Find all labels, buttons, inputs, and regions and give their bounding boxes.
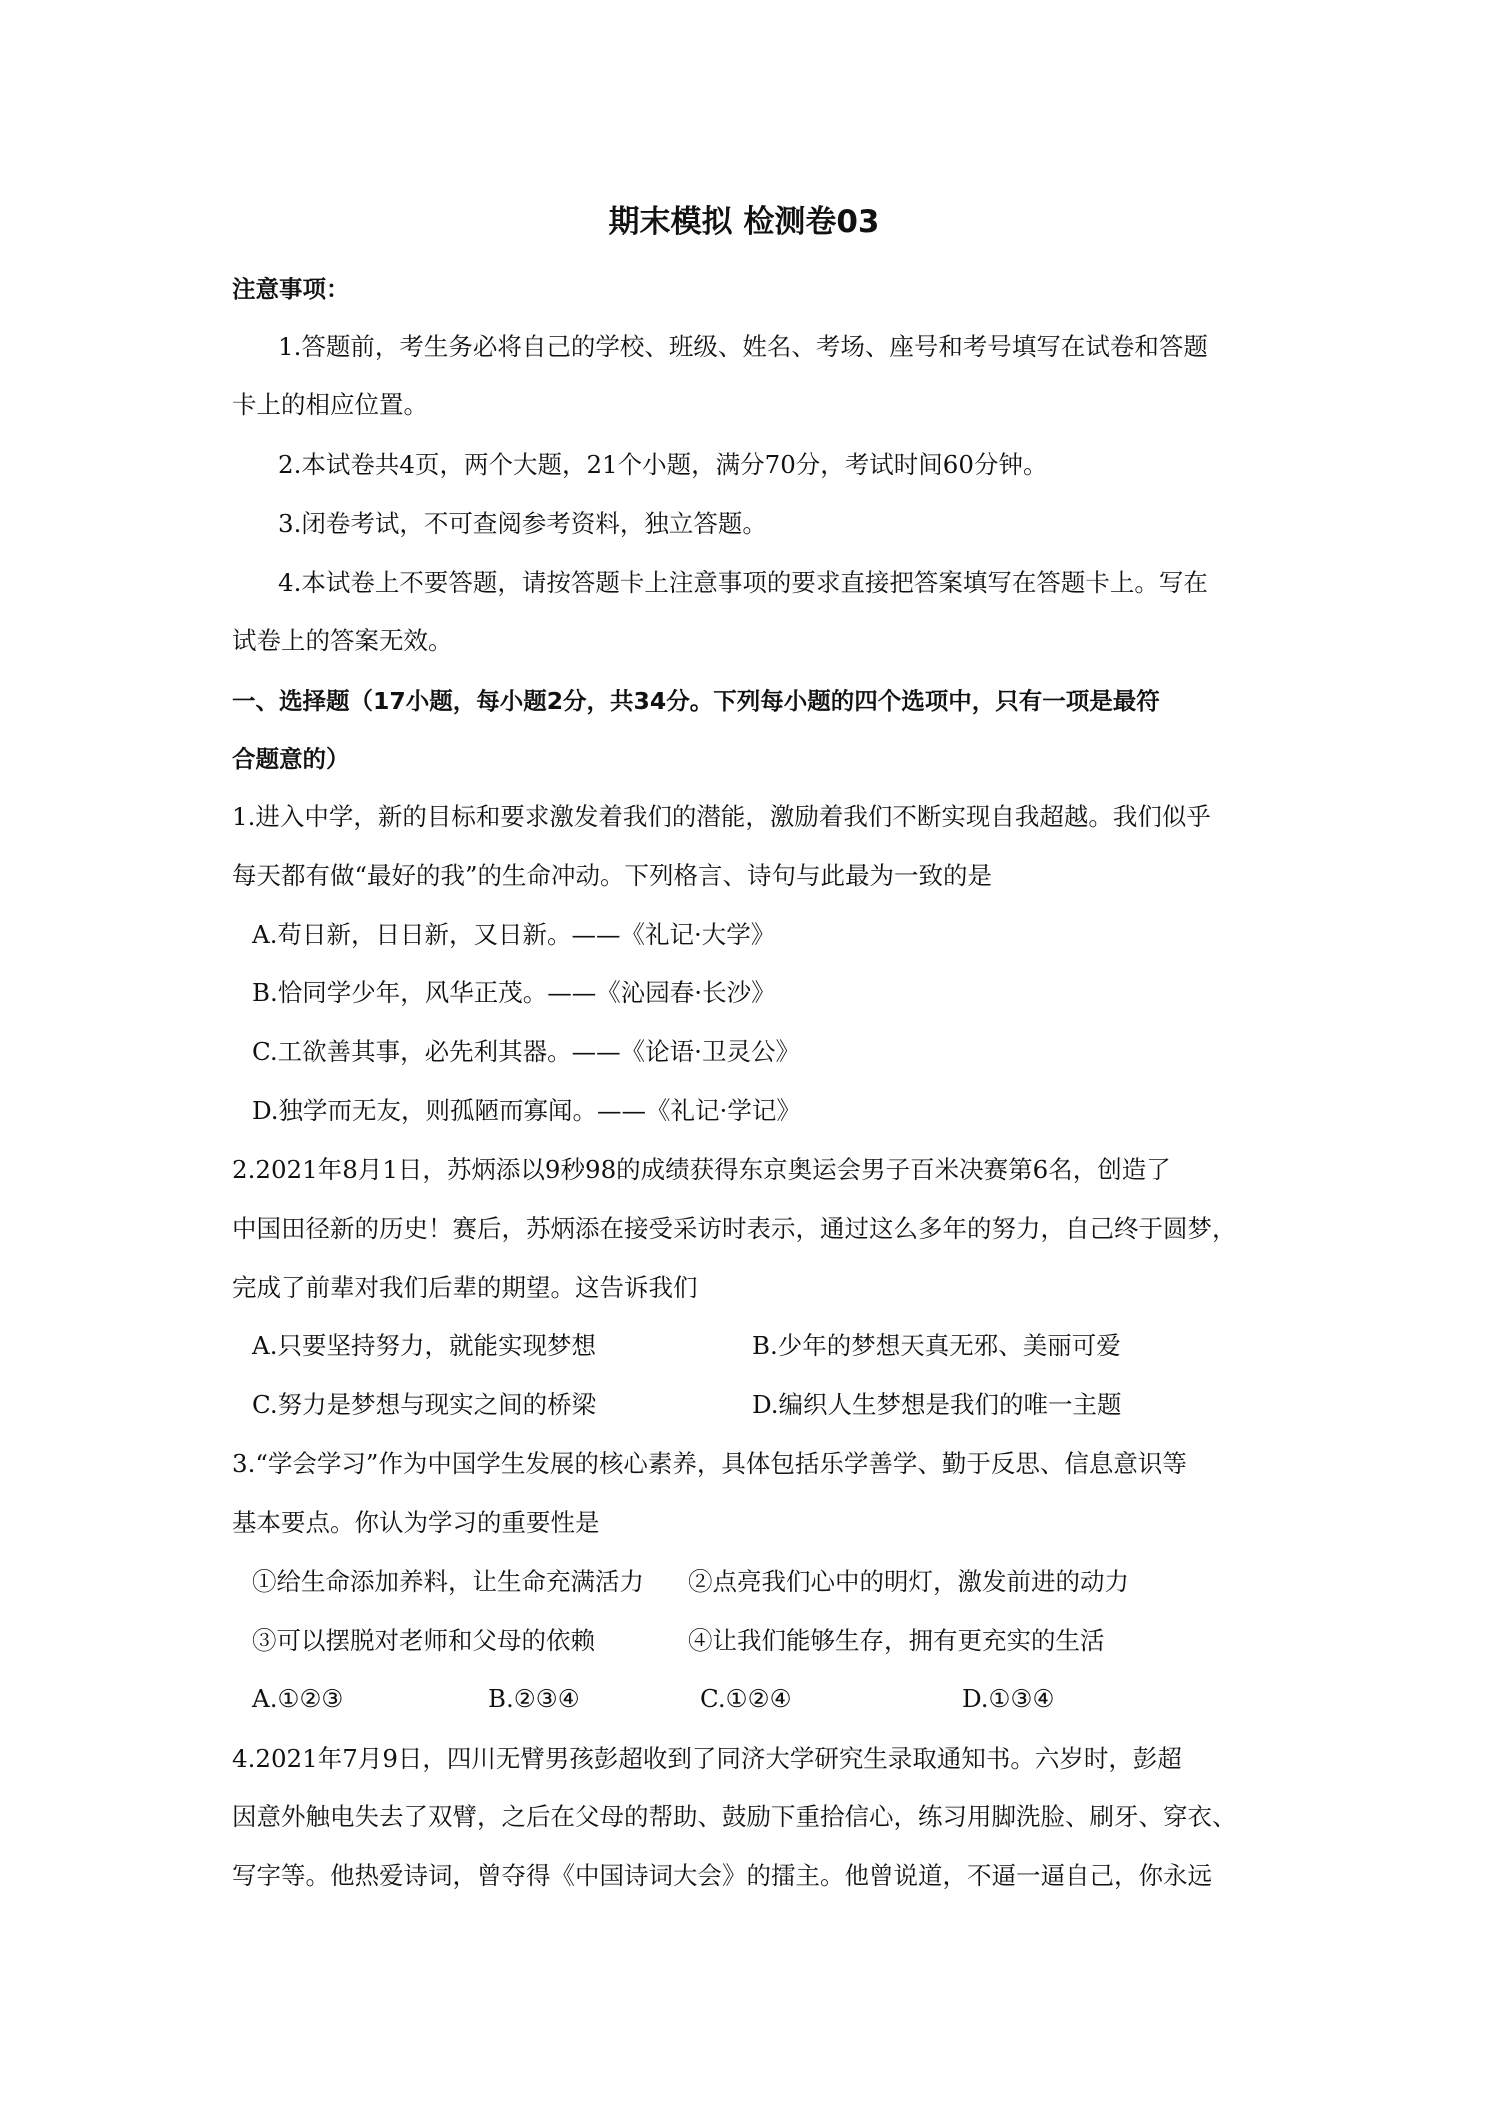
question-2-stem-line-1: 2.2021年8月1日，苏炳添以9秒98的成绩获得东京奥运会男子百米决赛第6名，创造了 [232,1155,1171,1184]
question-3-statement-2: ②点亮我们心中的明灯，激发前进的动力 [688,1567,1129,1596]
notice-item-3: 3.闭卷考试，不可查阅参考资料，独立答题。 [278,509,767,538]
notice-item-4-line-2: 试卷上的答案无效。 [232,626,453,655]
notice-item-2: 2.本试卷共4页，两个大题，21个小题，满分70分，考试时间60分钟。 [278,450,1048,479]
notice-item-1-line-1: 1.答题前，考生务必将自己的学校、班级、姓名、考场、座号和考号填写在试卷和答题 [278,332,1208,361]
question-2-option-b: B.少年的梦想天真无邪、美丽可爱 [752,1331,1121,1360]
question-3-option-b: B.②③④ [488,1684,580,1713]
question-4-stem-line-2: 因意外触电失去了双臂，之后在父母的帮助、鼓励下重拾信心，练习用脚洗脸、刷牙、穿衣、 [232,1802,1237,1831]
question-2-stem-line-2: 中国田径新的历史！赛后，苏炳添在接受采访时表示，通过这么多年的努力，自己终于圆梦， [232,1214,1237,1243]
notice-item-1-line-2: 卡上的相应位置。 [232,390,428,419]
question-2-option-c: C.努力是梦想与现实之间的桥梁 [252,1390,597,1419]
page-title: 期末模拟 检测卷03 [608,204,880,240]
notice-heading: 注意事项： [232,275,350,303]
question-1-option-d: D.独学而无友，则孤陋而寡闻。——《礼记·学记》 [252,1096,801,1125]
section-heading-line-2: 合题意的） [232,745,350,773]
question-4-stem-line-3: 写字等。他热爱诗词，曾夺得《中国诗词大会》的擂主。他曾说道，不逼一逼自己，你永远 [232,1861,1212,1890]
question-3-statement-1: ①给生命添加养料，让生命充满活力 [252,1567,644,1596]
question-3-option-a: A.①②③ [252,1684,344,1713]
question-3-option-c: C.①②④ [700,1684,792,1713]
question-1-option-b: B.恰同学少年，风华正茂。——《沁园春·长沙》 [252,978,776,1007]
question-3-statement-4: ④让我们能够生存，拥有更充实的生活 [688,1626,1105,1655]
question-3-stem-line-1: 3.“学会学习”作为中国学生发展的核心素养，具体包括乐学善学、勤于反思、信息意识等 [232,1449,1187,1478]
question-3-option-d: D.①③④ [962,1684,1055,1713]
question-1-stem-line-1: 1.进入中学，新的目标和要求激发着我们的潜能，激励着我们不断实现自我超越。我们似乎 [232,802,1211,831]
question-1-option-a: A.苟日新，日日新，又日新。——《礼记·大学》 [252,920,776,949]
section-heading-line-1: 一、选择题（17小题，每小题2分，共34分。下列每小题的四个选项中，只有一项是最符 [232,687,1160,715]
question-3-statement-3: ③可以摆脱对老师和父母的依赖 [252,1626,595,1655]
question-1-stem-line-2: 每天都有做“最好的我”的生命冲动。下列格言、诗句与此最为一致的是 [232,861,993,890]
question-3-stem-line-2: 基本要点。你认为学习的重要性是 [232,1508,600,1537]
notice-item-4-line-1: 4.本试卷上不要答题，请按答题卡上注意事项的要求直接把答案填写在答题卡上。写在 [278,568,1208,597]
question-4-stem-line-1: 4.2021年7月9日，四川无臂男孩彭超收到了同济大学研究生录取通知书。六岁时，彭超 [232,1744,1182,1773]
question-2-stem-line-3: 完成了前辈对我们后辈的期望。这告诉我们 [232,1273,698,1302]
question-2-option-d: D.编织人生梦想是我们的唯一主题 [752,1390,1122,1419]
question-2-option-a: A.只要坚持努力，就能实现梦想 [252,1331,596,1360]
question-1-option-c: C.工欲善其事，必先利其器。——《论语·卫灵公》 [252,1037,800,1066]
